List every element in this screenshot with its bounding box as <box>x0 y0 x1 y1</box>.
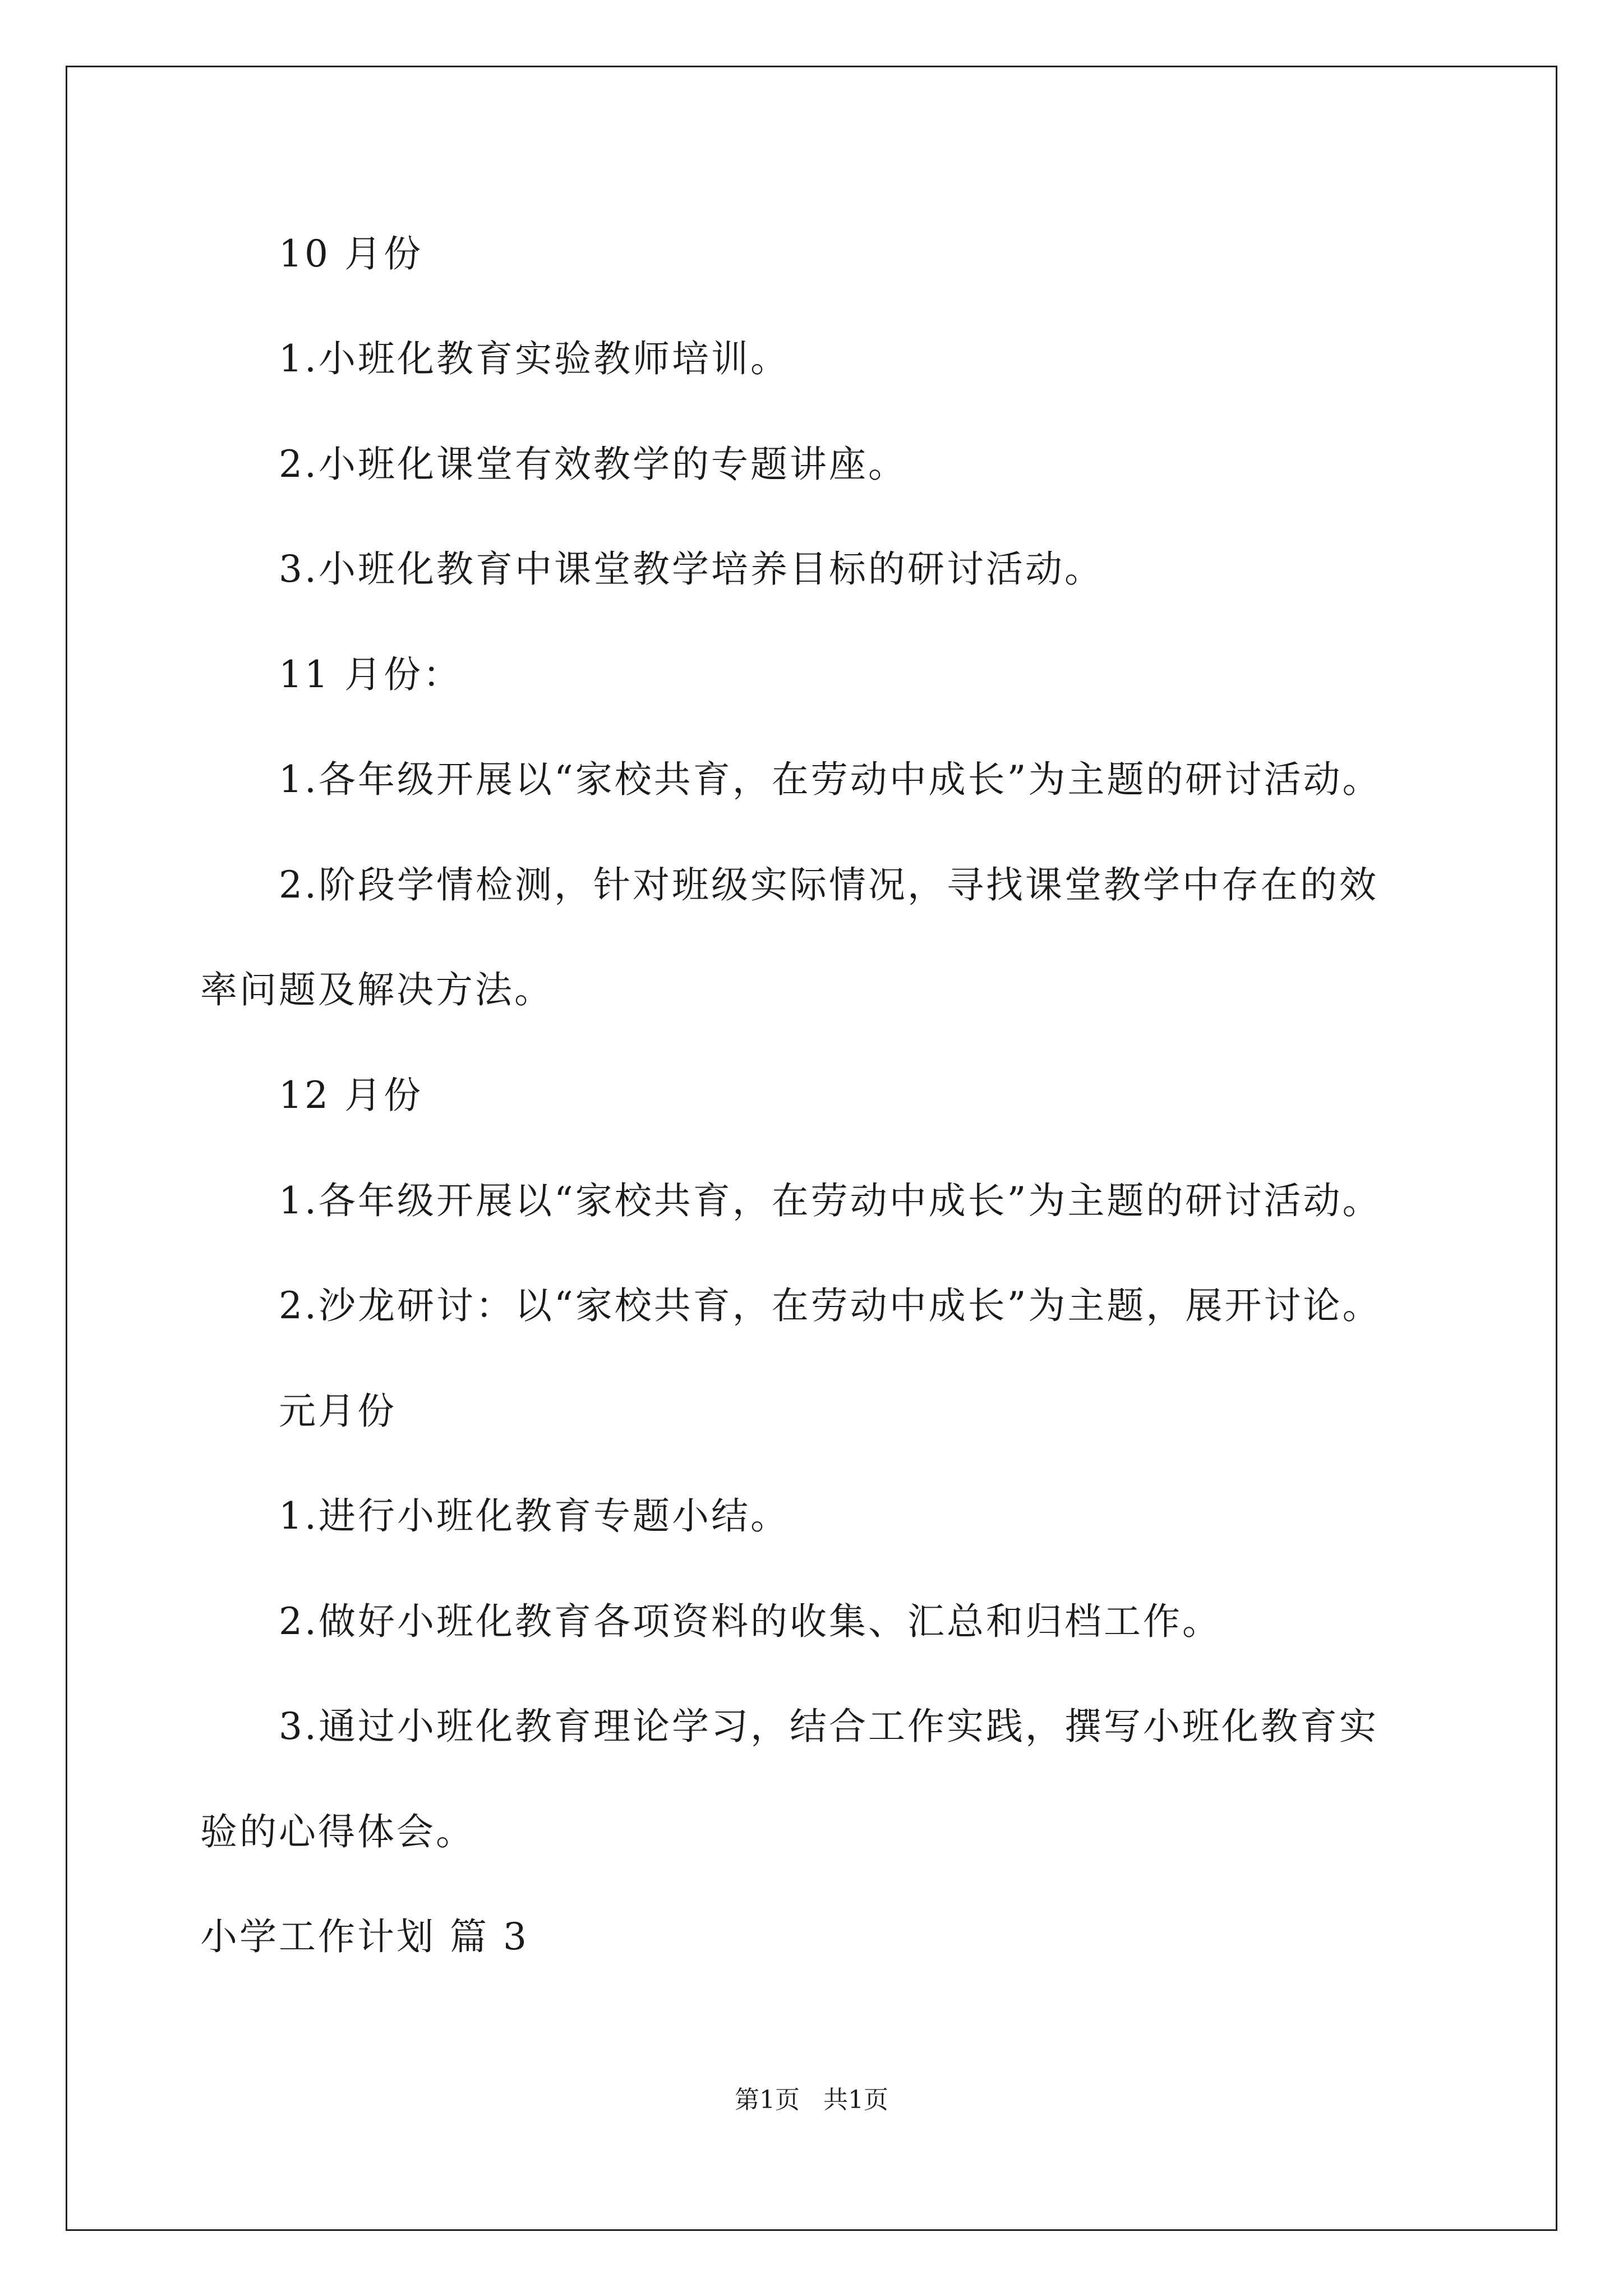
list-item: 2.阶段学情检测，针对班级实际情况，寻找课堂教学中存在的效 <box>279 863 1378 907</box>
list-item: 2.小班化课堂有效教学的专题讲座。 <box>279 443 907 486</box>
list-item: 2.做好小班化教育各项资料的收集、汇总和归档工作。 <box>279 1600 1221 1643</box>
list-item-continuation: 率问题及解决方法。 <box>200 968 554 1011</box>
list-item: 1.进行小班化教育专题小结。 <box>279 1494 790 1538</box>
list-item: 3.小班化教育中课堂教学培养目标的研讨活动。 <box>279 547 1104 591</box>
list-item: 1.各年级开展以“家校共育，在劳动中成长”为主题的研讨活动。 <box>279 758 1382 801</box>
month-heading-november: 11 月份： <box>279 653 462 696</box>
section-title: 小学工作计划 篇 3 <box>200 1915 529 1958</box>
page-footer: 第1页 共1页 <box>735 2086 888 2114</box>
list-item: 2.沙龙研讨：以“家校共育，在劳动中成长”为主题，展开讨论。 <box>279 1284 1382 1327</box>
list-item: 1.小班化教育实验教师培训。 <box>279 337 790 380</box>
page-border <box>66 66 1557 2231</box>
list-item: 3.通过小班化教育理论学习，结合工作实践，撰写小班化教育实 <box>279 1705 1378 1748</box>
month-heading-october: 10 月份 <box>279 232 423 275</box>
month-heading-december: 12 月份 <box>279 1074 423 1117</box>
list-item: 1.各年级开展以“家校共育，在劳动中成长”为主题的研讨活动。 <box>279 1179 1382 1222</box>
list-item-continuation: 验的心得体会。 <box>200 1810 475 1853</box>
month-heading-january: 元月份 <box>279 1389 396 1433</box>
